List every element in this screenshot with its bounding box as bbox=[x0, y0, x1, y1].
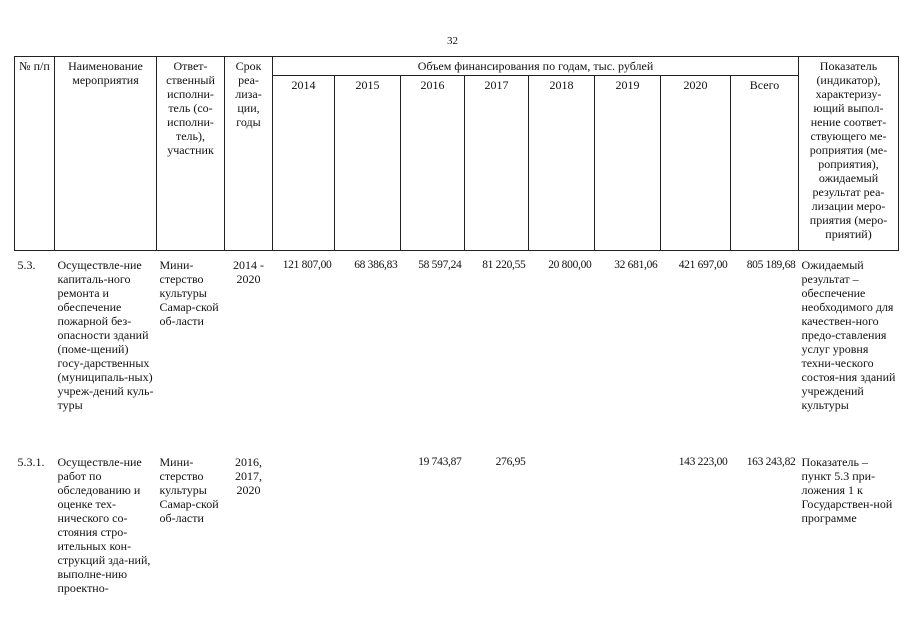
row-value: 20 800,00 bbox=[548, 259, 592, 271]
row-name: Осуществле-ние работ по обследованию и оценке тех-нического со-стояния стро-ительных кон-струкций зда-ний, выполне-нию проектно- bbox=[57, 455, 151, 595]
row-value: 68 386,83 bbox=[354, 259, 398, 271]
header-year: 2019 bbox=[595, 76, 661, 251]
row-value: 81 220,55 bbox=[482, 259, 526, 271]
row-value: 58 597,24 bbox=[418, 259, 462, 271]
financing-table bbox=[14, 56, 899, 607]
row-term: 2014 - 2020 bbox=[233, 258, 264, 286]
row-value: 121 807,00 bbox=[282, 259, 332, 271]
header-year: 2014 bbox=[273, 76, 335, 251]
header-indicator: Показатель (индикатор), характеризу-ющий выпол-нение соответ-ствующего ме-роприятия (ме-роприятия), ожидаемый результат реа-лизации меро-приятия (меро-приятий) bbox=[799, 57, 899, 251]
header-no: № п/п bbox=[15, 57, 55, 251]
row-total: 163 243,82 bbox=[746, 456, 796, 468]
row-value bbox=[335, 448, 401, 607]
header-year: 2015 bbox=[335, 76, 401, 251]
row-responsible: Мини-стерство культуры Самар-ской об-ласти bbox=[159, 455, 219, 525]
header-responsible: Ответ-ственный исполни-тель (со-исполни-тель), участник bbox=[157, 57, 225, 251]
header-year: 2016 bbox=[401, 76, 465, 251]
header-year: 2017 bbox=[465, 76, 529, 251]
row-no: 5.3.1. bbox=[17, 455, 45, 469]
header-year: 2020 bbox=[661, 76, 731, 251]
header-year: 2018 bbox=[529, 76, 595, 251]
row-term: 2016, 2017, 2020 bbox=[235, 455, 262, 497]
row-indicator: Ожидаемый результат – обеспечение необходимого для качествен-ного предо-ставления услуг уровня техни-ческого состоя-ния зданий учреждений культуры bbox=[801, 258, 896, 412]
header-term: Срок реа-лиза-ции, годы bbox=[225, 57, 273, 251]
header-name: Наименование мероприятия bbox=[55, 57, 157, 251]
page-number: 32 bbox=[447, 35, 458, 47]
header-financing: Объем финансирования по годам, тыс. рублей bbox=[273, 57, 799, 76]
row-value: 276,95 bbox=[495, 456, 526, 468]
table-row bbox=[15, 251, 899, 449]
row-value: 32 681,06 bbox=[614, 259, 658, 271]
row-value bbox=[595, 448, 661, 607]
row-name: Осуществле-ние капиталь-ного ремонта и обеспечение пожарной без-опасности зданий (поме-щений) госу-дарственных (муниципаль-ных) учреж-дений куль-туры bbox=[57, 258, 154, 412]
row-value: 19 743,87 bbox=[418, 456, 462, 468]
row-total: 805 189,68 bbox=[746, 259, 796, 271]
row-value bbox=[529, 448, 595, 607]
row-value: 421 697,00 bbox=[678, 259, 728, 271]
row-no: 5.3. bbox=[17, 258, 36, 272]
header-total: Всего bbox=[731, 76, 799, 251]
row-indicator: Показатель – пункт 5.3 при-ложения 1 к Государствен-ной программе bbox=[801, 455, 893, 525]
row-responsible: Мини-стерство культуры Самар-ской об-ласти bbox=[159, 258, 219, 328]
table-row bbox=[15, 448, 899, 607]
row-value: 143 223,00 bbox=[678, 456, 728, 468]
row-value bbox=[273, 448, 335, 607]
